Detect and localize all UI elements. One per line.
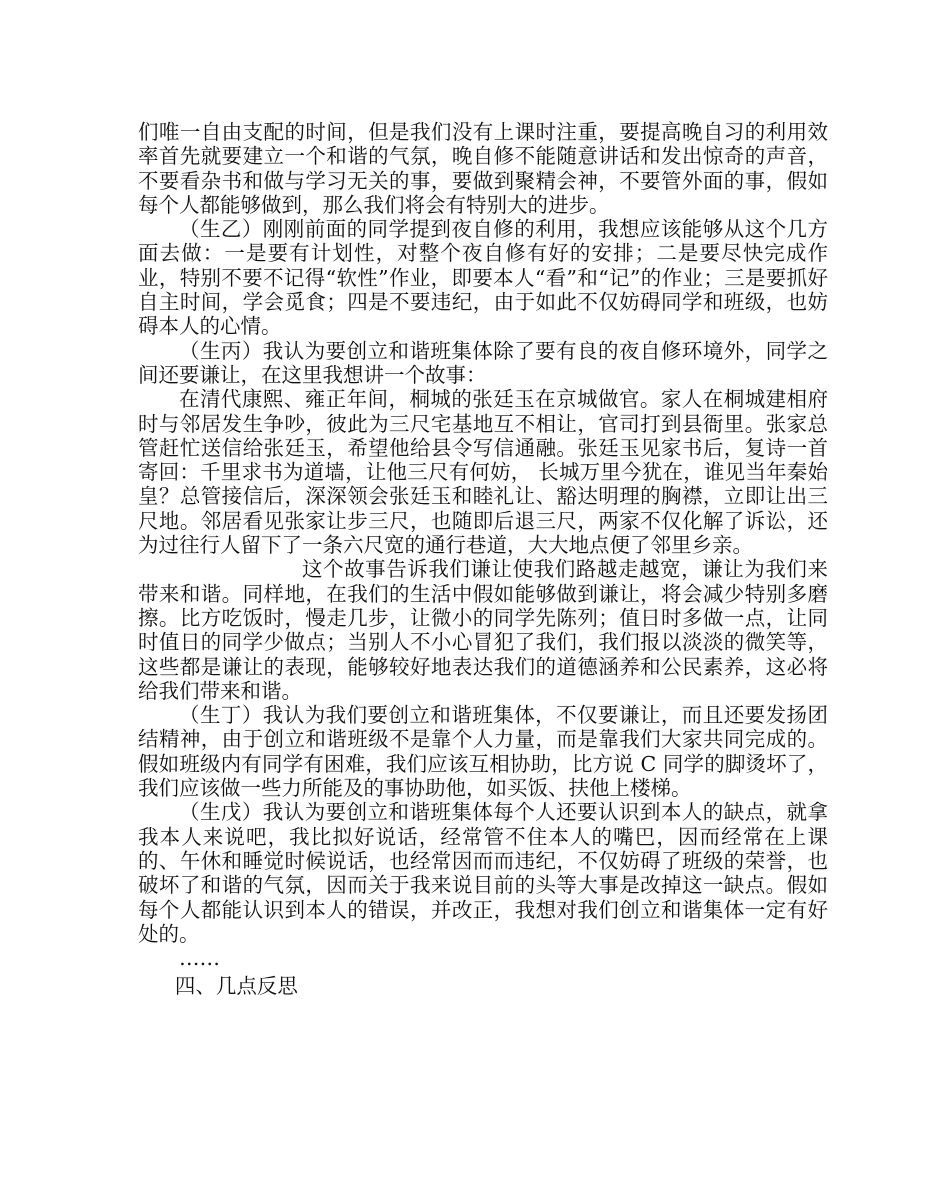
paragraph-story-lesson: 这个故事告诉我们谦让使我们路越走越宽，谦让为我们来带来和谐。同样地，在我们的生活中假如能够做到谦让，将会减少特别多磨擦。比方吃饭时，慢走几步，让微小的同学先陈列；值日时多做一点，让同时值日的同学少做点；当别人不小心冒犯了我们，我们报以淡淡的微笑等，这些都是谦让的表现，能够较好地表达我们的道德涵养和公民素养，这必将给我们带来和谐。 <box>138 557 828 703</box>
section-heading: 四、几点反思 <box>174 974 298 999</box>
paragraph-student-d: （生丁）我认为我们要创立和谐班集体，不仅要谦让，而且还要发扬团结精神，由于创立和谐班级不是靠个人力量，而是靠我们大家共同完成的。假如班级内有同学有困难，我们应该互相协助，比方说 C 同学的脚烫坏了，我们应该做一些力所能及的事协助他，如买饭、扶他上楼梯。 <box>138 703 828 801</box>
paragraph-story: 在清代康熙、雍正年间，桐城的张廷玉在京城做官。家人在桐城建相府时与邻居发生争吵，彼此为三尺宅基地互不相让，官司打到县衙里。张家总管赶忙送信给张廷玉，希望他给县令写信通融。张廷玉见家书后，复诗一首寄回：千里求书为道墙，让他三尺有何妨， 长城万里今犹在，谁见当年秦始皇？总管接信后，深深领会张廷玉和睦礼让、豁达明理的胸襟，立即让出三尺地。邻居看见张家让步三尺，也随即后退三尺，两家不仅化解了诉讼，还为过往行人留下了一条六尺宽的通行巷道，大大地点便了邻里乡亲。 <box>138 387 828 558</box>
ellipsis: …… <box>179 946 220 971</box>
document-page <box>138 120 828 999</box>
paragraph-continuation: 们唯一自由支配的时间，但是我们没有上课时注重，要提高晚自习的利用效率首先就要建立一个和谐的气氛，晚自修不能随意讲话和发出惊奇的声音，不要看杂书和做与学习无关的事，要做到聚精会神，不要管外面的事，假如每个人都能够做到，那么我们将会有特别大的进步。 <box>138 120 828 217</box>
paragraph-student-c: （生丙）我认为要创立和谐班集体除了要有良的夜自修环境外，同学之间还要谦让，在这里我想讲一个故事： <box>138 338 828 387</box>
paragraph-student-b: （生乙）刚刚前面的同学提到夜自修的利用，我想应该能够从这个几方面去做：一是要有计划性，对整个夜自修有好的安排；二是要尽快完成作业，特别不要不记得“软性”作业，即要本人“看”和“记”的作业；三是要抓好自主时间，学会觅食；四是不要违纪，由于如此不仅妨碍同学和班级，也妨碍本人的心情。 <box>138 217 828 339</box>
paragraph-student-e: （生戊）我认为要创立和谐班集体每个人还要认识到本人的缺点，就拿我本人来说吧，我比拟好说话，经常管不住本人的嘴巴，因而经常在上课的、午休和睡觉时候说话，也经常因而而违纪，不仅妨碍了班级的荣誉，也破坏了和谐的气氛，因而关于我来说目前的头等大事是改掉这一缺点。假如每个人都能认识到本人的错误，并改正，我想对我们创立和谐集体一定有好处的。 <box>138 800 828 946</box>
